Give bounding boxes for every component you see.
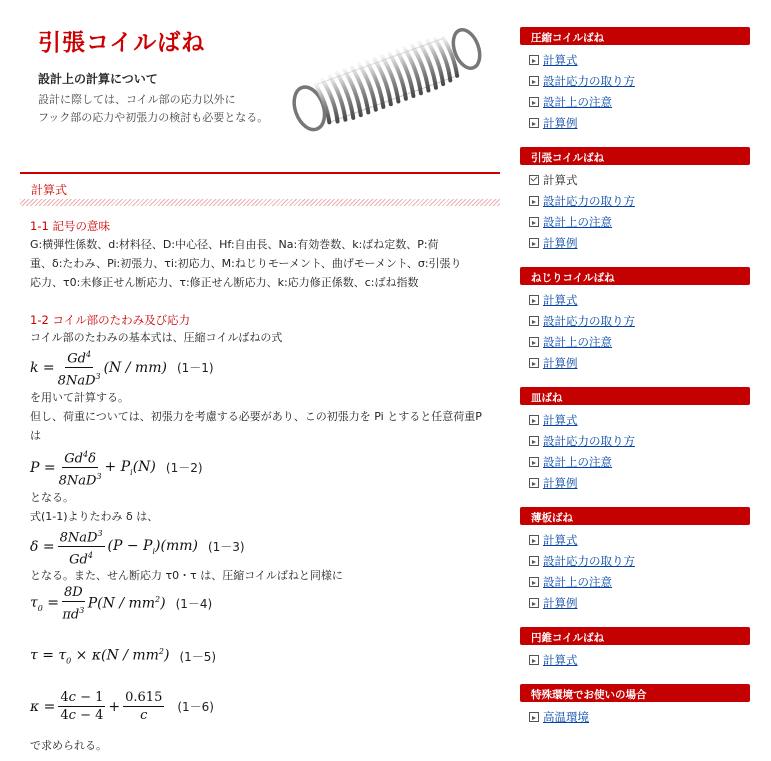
arrow-box-icon xyxy=(529,238,539,248)
arrow-box-icon xyxy=(529,655,539,665)
section-divider xyxy=(20,172,500,174)
sidebar-link[interactable]: 設計応力の取り方 xyxy=(520,190,750,211)
text-shear-stress: となる。また、せん断応力 τ0・τ は、圧縮コイルばねと同様に xyxy=(30,569,343,582)
sidebar-heading: 特殊環境でお使いの場合 xyxy=(520,684,750,702)
arrow-box-icon xyxy=(529,76,539,86)
formula-1-3: δ = $\frac{8NaD^3}{Gd^4}$ $(P - P_i)(mm)$ (1－3) xyxy=(30,526,245,568)
arrow-box-icon xyxy=(529,436,539,446)
symbols-heading: 1-1 記号の意味 xyxy=(30,219,110,233)
sidebar-group-compression xyxy=(520,27,750,133)
sidebar-heading: 皿ばね xyxy=(520,387,750,405)
section-title: 計算式 xyxy=(31,183,68,197)
arrow-box-icon xyxy=(529,457,539,467)
arrow-box-icon xyxy=(529,556,539,566)
sidebar-group-disc xyxy=(520,387,750,493)
sidebar-link[interactable]: 設計上の注意 xyxy=(520,91,750,112)
sidebar-link[interactable]: 設計上の注意 xyxy=(520,571,750,592)
arrow-box-icon xyxy=(529,478,539,488)
page-title: 引張コイルばね xyxy=(38,30,206,56)
sidebar-link[interactable]: 計算式 xyxy=(520,409,750,430)
sidebar-group-leaf xyxy=(520,507,750,613)
sidebar-link[interactable]: 設計上の注意 xyxy=(520,331,750,352)
sidebar-group-torsion xyxy=(520,267,750,373)
sidebar-link[interactable]: 設計応力の取り方 xyxy=(520,430,750,451)
sidebar-link[interactable]: 計算式 xyxy=(520,49,750,70)
sidebar-heading: 薄板ばね xyxy=(520,507,750,525)
sidebar-link[interactable]: 設計上の注意 xyxy=(520,451,750,472)
arrow-box-icon xyxy=(529,535,539,545)
formula-1-1: k = $\frac{Gd^4}{8NaD^3}$ (N / mm) (1－1) xyxy=(30,347,214,389)
formula-1-5: $\tau = \tau_0 \times \kappa(N / mm^2)$ (1－5) xyxy=(30,647,217,666)
sidebar-heading: ねじりコイルばね xyxy=(520,267,750,285)
arrow-box-icon xyxy=(529,97,539,107)
arrow-box-icon xyxy=(529,577,539,587)
formula-1-4: $\tau_0$ = $\frac{8D}{\pi d^3}$ $P(N / mm^2)$ (1－4) xyxy=(30,585,213,623)
text-calc: を用いて計算する。 xyxy=(30,391,129,404)
arrow-box-icon xyxy=(529,295,539,305)
arrow-box-icon xyxy=(529,217,539,227)
sidebar-link[interactable]: 計算式 xyxy=(520,289,750,310)
sidebar-link[interactable]: 設計上の注意 xyxy=(520,211,750,232)
text-obtained: で求められる。 xyxy=(30,739,107,752)
section-hatch xyxy=(20,199,500,206)
sidebar-link[interactable]: 高温環境 xyxy=(520,706,750,727)
arrow-box-icon xyxy=(529,712,539,722)
intro-text: 設計に際しては、コイル部の応力以外に フック部の応力や初張力の検討も必要となる。 xyxy=(38,93,269,124)
sidebar-link[interactable]: 計算例 xyxy=(520,112,750,133)
arrow-box-icon xyxy=(529,598,539,608)
arrow-box-icon xyxy=(529,196,539,206)
text-becomes-1: となる。 xyxy=(30,491,74,504)
sidebar-link[interactable]: 計算式 xyxy=(520,649,750,670)
sidebar-current-item: 計算式 xyxy=(520,169,750,190)
sidebar-heading: 圧縮コイルばね xyxy=(520,27,750,45)
page-subtitle: 設計上の計算について xyxy=(38,72,158,86)
spring-image xyxy=(282,20,492,138)
sidebar-link[interactable]: 計算式 xyxy=(520,529,750,550)
formula-1-2: P = $\frac{Gd^4\delta}{8NaD^3}$ + $P_i(N)$ (1－2) xyxy=(30,447,203,489)
sidebar-link[interactable]: 設計応力の取り方 xyxy=(520,310,750,331)
sidebar-link[interactable]: 計算例 xyxy=(520,592,750,613)
deflection-heading: 1-2 コイル部のたわみ及び応力 xyxy=(30,313,191,327)
symbols-text: G:横弾性係数、d:材料径、D:中心径、Hf:自由長、Na:有効巻数、k:ばね定数、P:荷 重、δ:たわみ、Pi:初張力、τi:初応力、M:ねじりモーメント、曲げモーメント、σ:引張り 応力、τ0:未修正せん断応力、τ:修正せん断応力、k:応力修正係数、c:ばね指数 xyxy=(30,238,462,289)
formula-1-6: κ = $\frac{4c - 1}{4c - 4}$ + $\frac{0.615}{c}$ (1－6) xyxy=(30,690,214,723)
sidebar-link[interactable]: 計算例 xyxy=(520,352,750,373)
arrow-box-icon xyxy=(529,118,539,128)
sidebar-heading: 引張コイルばね xyxy=(520,147,750,165)
arrow-box-icon xyxy=(529,55,539,65)
checked-box-icon xyxy=(529,175,539,185)
arrow-box-icon xyxy=(529,415,539,425)
sidebar-link[interactable]: 計算例 xyxy=(520,232,750,253)
arrow-box-icon xyxy=(529,358,539,368)
sidebar-link[interactable]: 設計応力の取り方 xyxy=(520,70,750,91)
text-initial-tension: 但し、荷重については、初張力を考慮する必要があり、この初張力を Pi とすると任意荷重P は xyxy=(30,410,482,442)
sidebar-heading: 円錐コイルばね xyxy=(520,627,750,645)
arrow-box-icon xyxy=(529,337,539,347)
sidebar-group-conical xyxy=(520,627,750,670)
sidebar-group-special xyxy=(520,684,750,727)
deflection-intro: コイル部のたわみの基本式は、圧縮コイルばねの式 xyxy=(30,331,283,344)
text-deflection: 式(1-1)よりたわみ δ は、 xyxy=(30,510,159,523)
sidebar-link[interactable]: 計算例 xyxy=(520,472,750,493)
arrow-box-icon xyxy=(529,316,539,326)
sidebar-group-extension xyxy=(520,147,750,253)
sidebar-link[interactable]: 設計応力の取り方 xyxy=(520,550,750,571)
